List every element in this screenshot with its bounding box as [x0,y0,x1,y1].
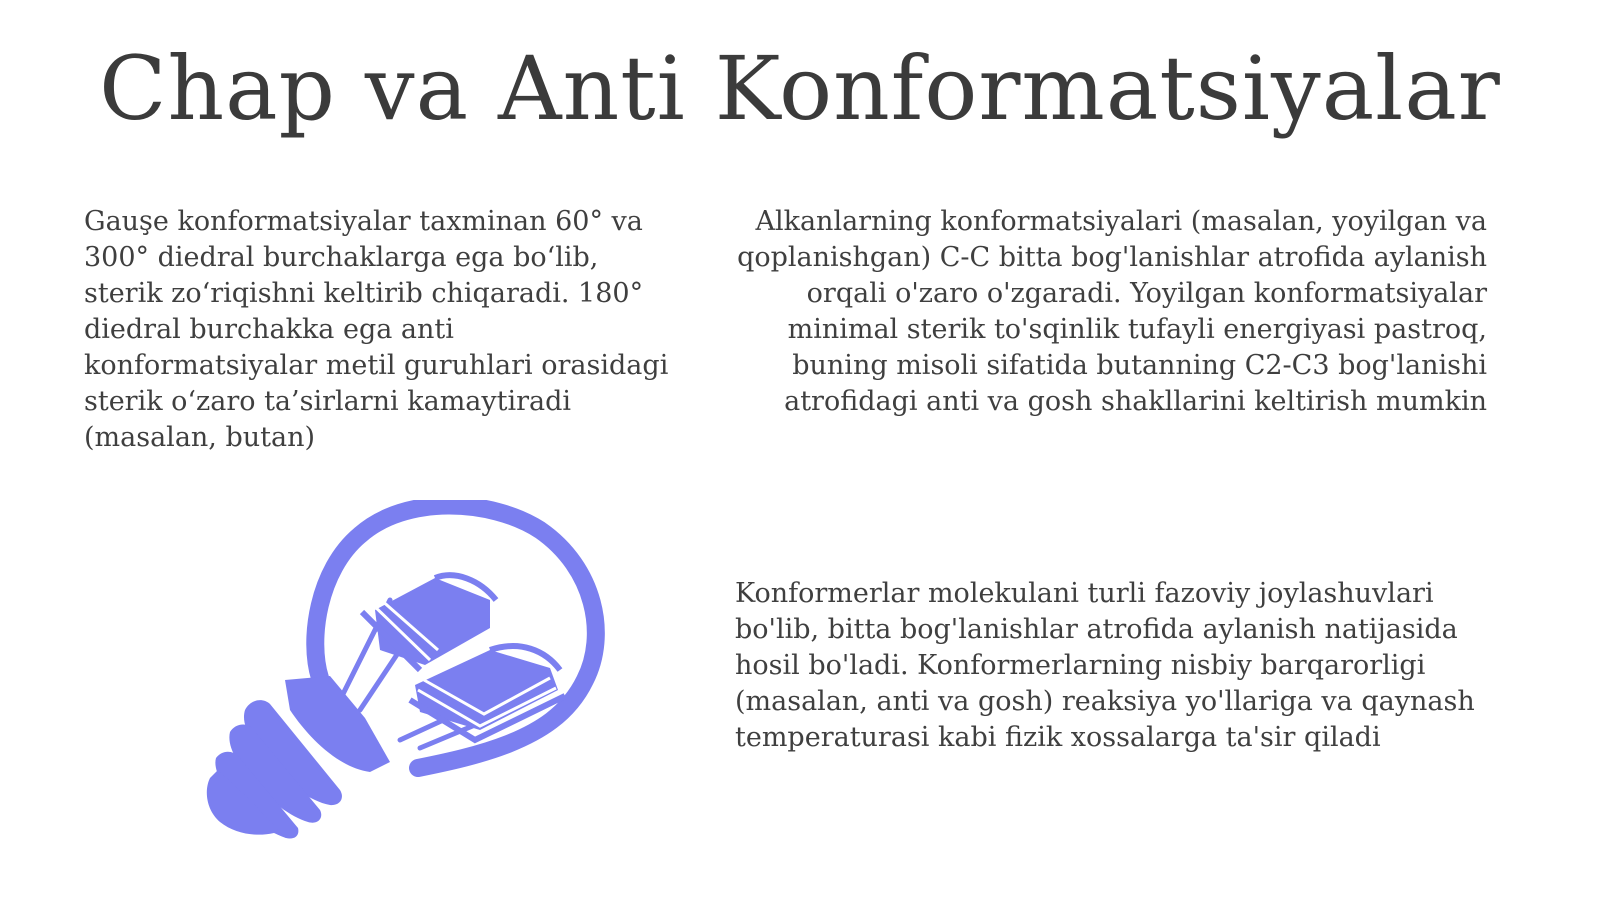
right-paragraph: Alkanlarning konformatsiyalari (masalan, yoyilgan va qoplanishgan) C-C bitta bog'lanishlar atrofida aylanish orqali o'zaro o'zgaradi. Yoyilgan konformatsiyalar minimal sterik to'sqinlik tufayli energiyasi pastroq, buning misoli sifatida butanning C2-C3 bog'lanishi atrofidagi anti va gosh shakllarini keltirish mumkin [737,206,1487,417]
bottom-paragraph: Konformerlar molekulani turli fazoviy joylashuvlari bo'lib, bitta bog'lanishlar atrofida aylanish natijasida hosil bo'ladi. Konformerlarning nisbiy barqarorligi (masalan, anti va gosh) reaksiya yo'llariga va qaynash temperaturasi kabi fizik xossalarga ta'sir qiladi [735,578,1475,753]
slide-title: Chap va Anti Konformatsiyalar [99,37,1501,140]
left-paragraph: Gauşe konformatsiyalar taxminan 60° va 300° diedral burchaklarga ega bo‘lib, sterik zo‘riqishni keltirib chiqaradi. 180° diedral burchakka ega anti konformatsiyalar metil guruhlari orasidagi sterik o‘zaro ta’sirlarni kamaytiradi (masalan, butan) [84,206,669,453]
lightbulb-book-icon [190,500,630,860]
